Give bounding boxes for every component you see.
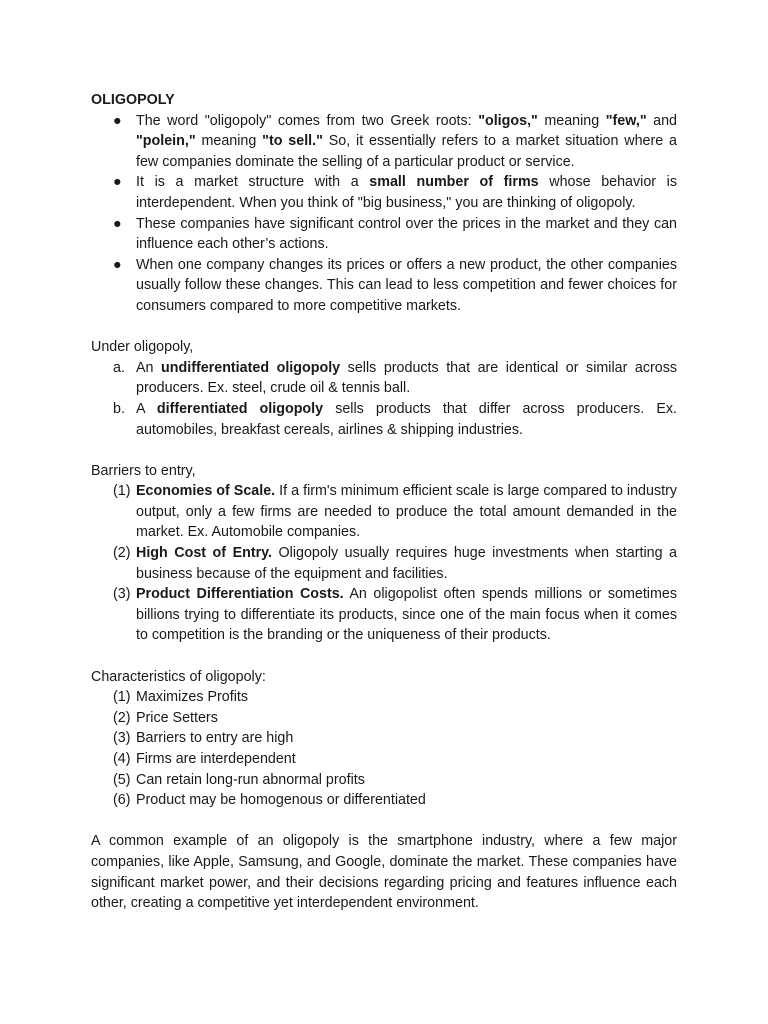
text-segment: whose behavior is interdependent. When you think of "big business," you are thinking of oligopoly.	[136, 174, 677, 211]
type-item	[91, 358, 677, 399]
list-marker: (2)	[113, 709, 131, 726]
characteristics-intro: Characteristics of oligopoly:	[91, 668, 266, 685]
types-intro: Under oligopoly,	[91, 339, 194, 356]
barrier-item	[91, 481, 677, 543]
text-segment: sells products that differ across producers. Ex. automobiles, breakfast cereals, airlines & shipping industries.	[136, 400, 677, 438]
characteristic-item	[91, 749, 677, 770]
text-segment: meaning	[537, 112, 606, 129]
characteristic-item	[91, 790, 677, 811]
bullet-item	[91, 214, 677, 255]
list-marker: ●	[113, 174, 122, 191]
document-page	[91, 90, 677, 914]
characteristics-list	[91, 687, 677, 811]
text-segment: These companies have significant control over the prices in the market and they can influence each other’s actions.	[136, 215, 677, 253]
text-segment: It is a market structure with a	[136, 174, 370, 191]
spacer	[91, 646, 677, 667]
list-marker: ●	[113, 215, 122, 232]
barrier-item	[91, 543, 677, 584]
bold-text: undifferentiated oligopoly	[161, 359, 341, 376]
text-segment: Oligopoly usually requires huge investments when starting a business because of the equipment and facilities.	[136, 545, 677, 582]
document-title: OLIGOPOLY	[91, 92, 175, 108]
spacer	[91, 811, 677, 832]
list-item-text: Product may be homogenous or differentiated	[136, 792, 426, 809]
characteristic-item	[91, 728, 677, 749]
text-segment: and	[646, 112, 678, 129]
bold-text: High Cost of Entry.	[136, 545, 273, 562]
barriers-intro: Barriers to entry,	[91, 462, 196, 479]
list-item-text: Barriers to entry are high	[136, 730, 294, 747]
text-segment: A	[136, 400, 157, 417]
list-marker: (2)	[113, 545, 131, 562]
bullet-item	[91, 172, 677, 213]
list-marker: (5)	[113, 771, 131, 788]
barriers-list	[91, 481, 677, 646]
bold-text: Economies of Scale.	[136, 483, 276, 500]
list-marker: ●	[113, 256, 122, 273]
example-paragraph: A common example of an oligopoly is the smartphone industry, where a few major companies, like Apple, Samsung, and Google, dominate the market. These companies have significant market power, and their decisions regarding pricing and features influence each other, creating a competitive yet interdependent environment.	[91, 833, 677, 912]
list-marker: (6)	[113, 792, 131, 809]
bold-text: small number of firms	[369, 174, 539, 191]
list-item-text: Can retain long-run abnormal profits	[136, 771, 365, 788]
definition-bullet-list	[91, 111, 677, 317]
list-marker: a.	[113, 359, 125, 376]
list-item-text: Maximizes Profits	[136, 689, 249, 706]
text-segment: The word "oligopoly" comes from two Greek roots:	[136, 112, 479, 129]
text-segment: If a firm's minimum efficient scale is large compared to industry output, only a few firms are needed to produce the total amount demanded in the market. Ex. Automobile companies.	[136, 483, 677, 541]
text-segment: An oligopolist often spends millions or sometimes billions trying to differentiate its products, since one of the main focus when it comes to competition is the branding or the uniqueness of their products.	[136, 586, 677, 644]
barrier-item	[91, 584, 677, 646]
text-segment: sells products that are identical or similar across producers. Ex. steel, crude oil & tennis ball.	[136, 359, 677, 397]
bold-text: Product Differentiation Costs.	[136, 586, 344, 603]
text-segment: meaning	[195, 133, 263, 150]
characteristic-item	[91, 770, 677, 791]
list-item-text: Price Setters	[136, 709, 218, 726]
text-segment: When one company changes its prices or offers a new product, the other companies usually follow these changes. This can lead to less competition and fewer choices for consumers compared to more competitive markets.	[136, 256, 677, 314]
spacer	[91, 317, 677, 338]
bullet-item	[91, 111, 677, 173]
spacer	[91, 440, 677, 461]
bold-text: "to sell."	[262, 133, 323, 150]
bold-text: "few,"	[605, 112, 647, 129]
text-segment: So, it essentially refers to a market situation where a few companies dominate the selling of a particular product or service.	[136, 133, 677, 170]
bold-text: "polein,"	[136, 133, 196, 150]
list-marker: (1)	[113, 483, 131, 500]
list-marker: (1)	[113, 689, 131, 706]
bullet-item	[91, 255, 677, 317]
list-marker: b.	[113, 400, 125, 417]
list-marker: (3)	[113, 730, 131, 747]
text-segment: An	[136, 359, 162, 376]
list-marker: ●	[113, 112, 122, 129]
list-marker: (4)	[113, 751, 131, 767]
characteristic-item	[91, 708, 677, 729]
bold-text: "oligos,"	[478, 112, 538, 129]
list-marker: (3)	[113, 586, 131, 603]
bold-text: differentiated oligopoly	[156, 400, 324, 417]
type-item	[91, 399, 677, 440]
oligopoly-types-list	[91, 358, 677, 440]
characteristic-item	[91, 687, 677, 708]
list-item-text: Firms are interdependent	[136, 751, 296, 767]
